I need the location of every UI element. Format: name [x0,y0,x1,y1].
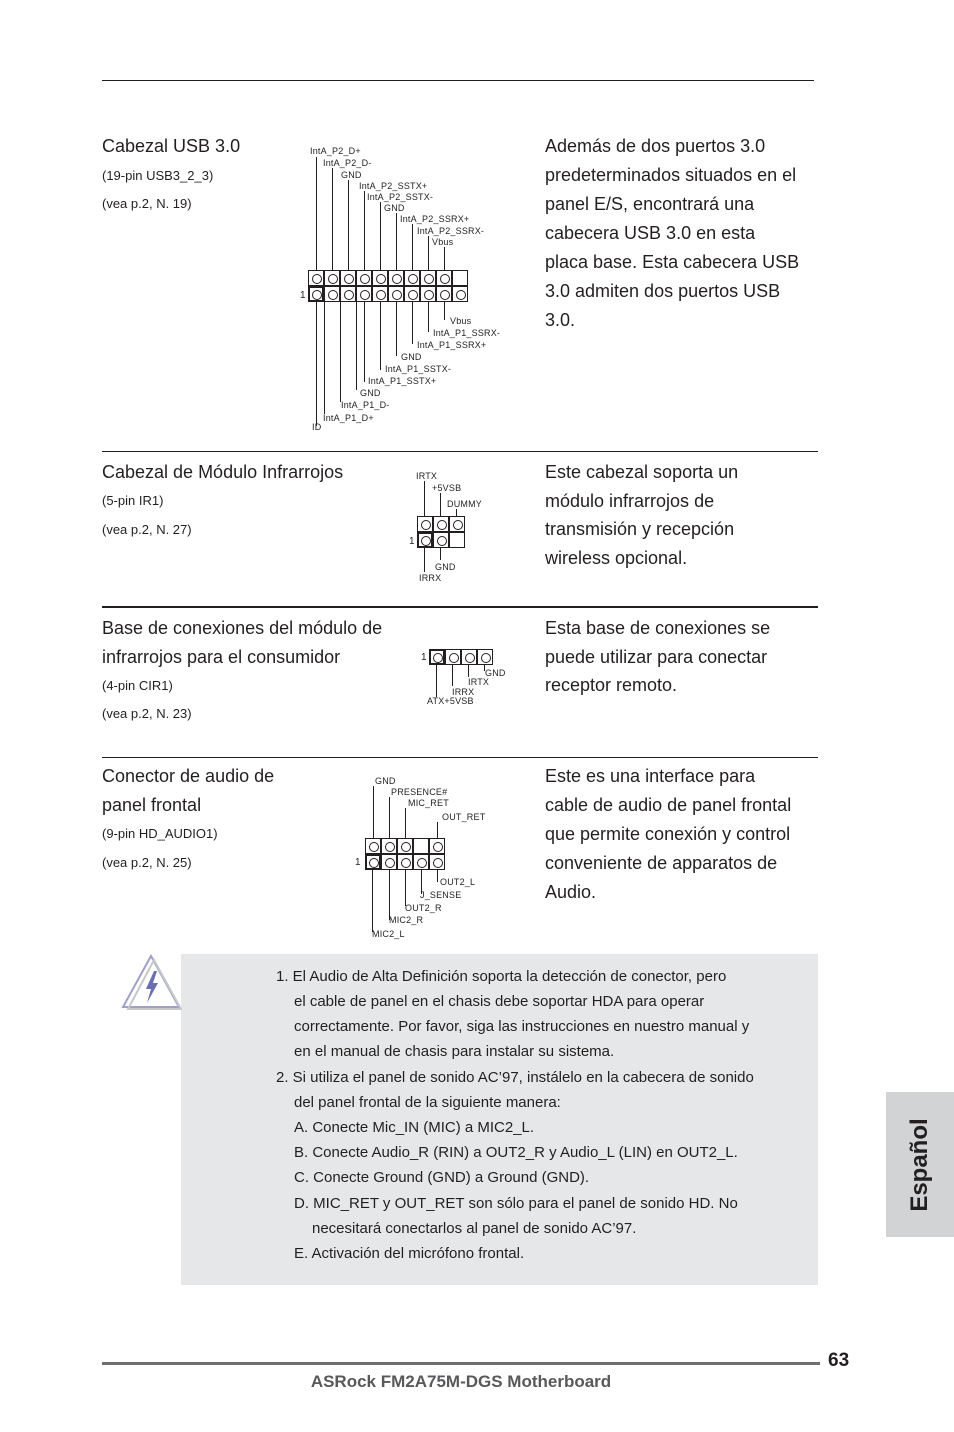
pin [436,286,452,302]
leader-line [436,665,437,697]
pin-label: PRESENCE# [391,787,448,797]
pin [436,270,452,286]
leader-line [340,302,341,402]
usb-header-ref: (vea p.2, N. 19) [102,196,192,211]
note-line: necesitará conectarlos al panel de sonido AC’97. [312,1220,637,1237]
leader-line [373,786,374,838]
leader-line [364,191,365,270]
pin [433,532,449,548]
section-divider [102,757,818,758]
pin-label: GND [384,203,405,213]
leader-line [437,822,438,838]
ir-header-pin: (5-pin IR1) [102,493,164,508]
leader-line [389,870,390,920]
pin-label: IntA_P1_D+ [323,413,374,423]
pin [381,854,397,870]
note-line: del panel frontal de la siguiente manera: [294,1094,561,1111]
usb-desc-line: panel E/S, encontrará una [545,194,755,214]
leader-line [428,236,429,270]
note-line: el cable de panel en el chasis debe soportar HDA para operar [294,993,705,1010]
pin-label: Vbus [450,316,472,326]
leader-line [424,481,425,516]
audio-header-title: panel frontal [102,795,202,815]
note-line: en el manual de chasis para instalar su sistema. [294,1043,615,1060]
leader-line [324,302,325,414]
note-line: 1. El Audio de Alta Definición soporta la detección de conector, pero [276,968,727,985]
ir-desc-line: módulo infrarrojos de [545,491,715,511]
pin-label: IntA_P2_SSRX- [417,226,485,236]
page-number: 63 [828,1350,850,1371]
note-line: D. MIC_RET y OUT_RET son sólo para el panel de sonido HD. No [294,1195,738,1212]
pin [429,838,445,854]
audio-header-pin: (9-pin HD_AUDIO1) [102,826,218,841]
leader-line [405,870,406,906]
pin-empty [449,532,465,548]
pin [477,649,493,665]
pin-label: IntA_P2_D+ [310,146,361,156]
leader-line [316,157,317,270]
cir-header-pin: (4-pin CIR1) [102,678,173,693]
leader-line [444,247,445,270]
pin-label: GND [341,170,362,180]
pin [452,286,468,302]
pin-label: IRRX [452,687,475,697]
pin-label: ATX+5VSB [427,696,474,706]
pin [308,270,324,286]
leader-line [332,168,333,270]
leader-line [356,302,357,390]
pin-label: GND [375,776,396,786]
pin-empty [452,270,468,286]
leader-line [380,202,381,270]
pin [340,270,356,286]
pin-label: GND [435,562,456,572]
ir-desc-line: Este cabezal soporta un [545,462,739,482]
section-divider [102,451,818,452]
pin-label: IRRX [419,573,442,583]
note-line: B. Conecte Audio_R (RIN) a OUT2_R y Audio_L (LIN) en OUT2_L. [294,1144,738,1161]
leader-line [428,302,429,332]
leader-line [468,665,469,677]
pin-1-marker: 1 [421,652,427,663]
cir-header-title: Base de conexiones del módulo de [102,618,383,638]
usb-desc-line: cabecera USB 3.0 en esta [545,223,756,243]
pin [449,516,465,532]
pin [381,838,397,854]
audio-header-title: Conector de audio de [102,766,275,786]
cir-header-ref: (vea p.2, N. 23) [102,706,192,721]
pin-empty [413,838,429,854]
pin [429,854,445,870]
cir-header-title: infrarrojos para el consumidor [102,647,341,667]
audio-desc-line: Audio. [545,882,597,902]
pin-label: IntA_P2_SSTX+ [359,181,428,191]
leader-line [372,870,373,932]
pin [324,286,340,302]
audio-desc-line: cable de audio de panel frontal [545,795,792,815]
pin [420,270,436,286]
audio-desc-line: Este es una interface para [545,766,756,786]
pin-label: MIC2_L [372,929,405,939]
pin-label: IntA_P1_D- [341,400,390,410]
section-divider [102,606,818,608]
usb-desc-line: predeterminados situados en el [545,165,797,185]
language-tab-label: Español [906,1117,933,1212]
leader-line [444,302,445,320]
pin [420,286,436,302]
pin-label: MIC2_R [389,915,424,925]
pin-label: DUMMY [447,499,482,509]
leader-line [380,302,381,370]
usb-desc-line: 3.0 admiten dos puertos USB [545,281,781,301]
leader-line [316,302,317,426]
pin [324,270,340,286]
note-line: E. Activación del micrófono frontal. [294,1245,525,1262]
ir-desc-line: wireless opcional. [545,548,688,568]
pin-label: IntA_P1_SSTX- [385,364,452,374]
pin-1 [308,286,324,302]
top-rule [102,80,814,81]
pin [340,286,356,302]
pin-label: IRTX [416,471,438,481]
pin [356,286,372,302]
pin-1 [365,854,381,870]
pin [372,286,388,302]
pin [461,649,477,665]
footer-bar [102,1362,820,1365]
pin-label: GND [401,352,422,362]
pin [372,270,388,286]
pin-label: OUT2_L [440,877,476,887]
leader-line [424,548,425,572]
pin [356,270,372,286]
note-line: C. Conecte Ground (GND) a Ground (GND). [294,1169,590,1186]
pin [413,854,429,870]
note-line: correctamente. Por favor, siga las instrucciones en nuestro manual y [294,1018,750,1035]
pin [388,270,404,286]
usb-desc-line: 3.0. [545,310,576,330]
note-line: A. Conecte Mic_IN (MIC) a MIC2_L. [294,1119,535,1136]
pin [397,854,413,870]
pin-label: IntA_P1_SSRX- [433,328,501,338]
leader-line [348,180,349,270]
usb-desc-line: Además de dos puertos 3.0 [545,136,766,156]
pin-label: +5VSB [432,483,462,493]
leader-line [364,302,365,382]
pin [445,649,461,665]
ir-desc-line: transmisión y recepción [545,519,735,539]
warning-triangle-icon [120,953,182,1011]
audio-desc-line: que permite conexión y control [545,824,791,844]
leader-line [440,548,441,560]
leader-line [389,797,390,838]
pin [365,838,381,854]
pin-label: OUT2_R [405,903,442,913]
leader-line [456,509,457,516]
cir-desc-line: Esta base de conexiones se [545,618,771,638]
pin-1-marker: 1 [409,536,415,547]
leader-line [396,213,397,270]
leader-line [412,224,413,270]
pin-1 [429,649,445,665]
pin-label: IntA_P1_SSTX+ [368,376,437,386]
usb-desc-line: placa base. Esta cabecera USB [545,252,800,272]
cir-desc-line: receptor remoto. [545,675,678,695]
leader-line [405,808,406,838]
ir-header-ref: (vea p.2, N. 27) [102,522,192,537]
pin-label: IntA_P2_SSRX+ [400,214,470,224]
pin [417,516,433,532]
pin-1-marker: 1 [355,857,361,868]
pin-label: IntA_P2_SSTX- [367,192,434,202]
pin-label: J_SENSE [420,890,462,900]
cir-desc-line: puede utilizar para conectar [545,647,768,667]
pin [397,838,413,854]
pin-label: Vbus [432,237,454,247]
ir-header-title: Cabezal de Módulo Infrarrojos [102,462,344,482]
leader-line [396,302,397,356]
leader-line [452,665,453,686]
pin [433,516,449,532]
pin-1 [417,532,433,548]
pin-1-marker: 1 [300,290,306,301]
pin-label: GND [485,668,506,678]
audio-desc-line: conveniente de apparatos de [545,853,778,873]
pin-label: MIC_RET [408,798,449,808]
pin-label: ID [312,422,322,432]
pin [388,286,404,302]
pin [404,270,420,286]
leader-line [440,493,441,516]
leader-line [437,870,438,882]
footer-title: ASRock FM2A75M-DGS Motherboard [310,1372,612,1391]
usb-header-title: Cabezal USB 3.0 [102,136,241,156]
audio-header-ref: (vea p.2, N. 25) [102,855,192,870]
pin-label: IRTX [468,677,490,687]
pin-label: OUT_RET [442,812,486,822]
pin-label: GND [360,388,381,398]
pin [404,286,420,302]
pin-label: IntA_P2_D- [323,158,372,168]
language-tab [886,1092,954,1237]
leader-line [412,302,413,344]
usb-header-pin: (19-pin USB3_2_3) [102,168,214,183]
note-line: 2. Si utiliza el panel de sonido AC’97, instálelo en la cabecera de sonido [276,1069,754,1086]
pin-label: IntA_P1_SSRX+ [417,340,487,350]
